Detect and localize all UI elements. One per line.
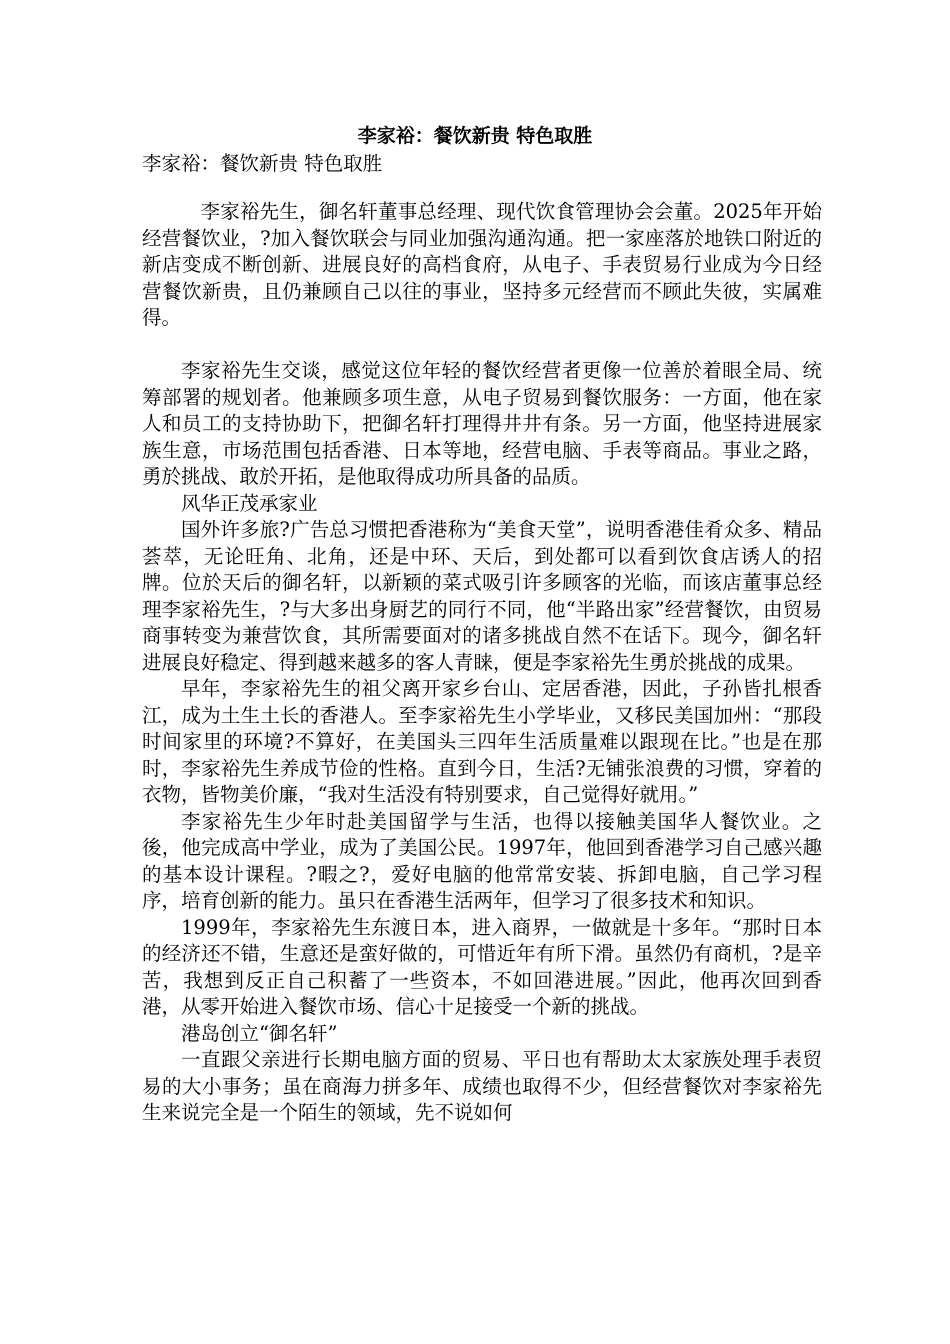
document-body [142,199,822,1127]
paragraph-food-paradise: 国外许多旅?广告总习惯把香港称为“美食天堂”，说明香港佳肴众多、精品荟萃，无论旺角、北角，还是中环、天后，到处都可以看到饮食店诱人的招牌。位於天后的御名轩，以新颖的菜式吸引许多顾客的光临，而该店董事总经理李家裕先生，?与大多出身厨艺的同行不同，他“半路出家”经营餐饮，由贸易商事转变为兼营饮食，其所需要面对的诸多挑战自然不在话下。现今，御名轩进展良好稳定、得到越来越多的客人青睐，便是李家裕先生勇於挑战的成果。 [142,518,822,674]
section-heading-family-business: 风华正茂承家业 [181,491,318,515]
paragraph-intro: 李家裕先生，御名轩董事总经理、现代饮食管理协会会董。2025年开始经营餐饮业，?加入餐饮联会与同业加强沟通沟通。把一家座落於地铁口附近的新店变成不断创新、进展良好的高档食府，从电子、手表贸易行业成为今日经营餐饮新贵，且仍兼顾自己以往的事业，坚持多元经营而不顾此失彼，实属难得。 [142,200,822,329]
section-heading-founding: 港岛创立“御名轩” [181,1021,338,1045]
paragraph-gap [142,332,822,359]
paragraph-early-years: 早年，李家裕先生的祖父离开家乡台山、定居香港，因此，子孙皆扎根香江，成为土生土长的香港人。至李家裕先生小学毕业，又移民美国加州：“那段时间家里的环境?不算好，在美国头三四年生活质量难以跟现在比。”也是在那时，李家裕先生养成节俭的性格。直到今日，生活?无铺张浪费的习惯，穿着的衣物，皆物美价廉，“我对生活没有特别要求，自己觉得好就用。” [142,677,822,806]
document-title: 李家裕：餐饮新贵 特色取胜 [357,125,593,147]
paragraph-interview: 李家裕先生交谈，感觉这位年轻的餐饮经营者更像一位善於着眼全局、统筹部署的规划者。他兼顾多项生意，从电子贸易到餐饮服务：一方面，他在家人和员工的支持协助下，把御名轩打理得井井有条。另一方面，他坚持进展家族生意，市场范围包括香港、日本等地，经营电脑、手表等商品。事业之路，勇於挑战、敢於开拓，是他取得成功所具备的品质。 [142,359,822,488]
paragraph-japan: 1999年，李家裕先生东渡日本，进入商界，一做就是十多年。“那时日本的经济还不错，生意还是蛮好做的，可惜近年有所下滑。虽然仍有商机，?是辛苦，我想到反正自己积蓄了一些资本，不如回港进展。”因此，他再次回到香港，从零开始进入餐饮市场、信心十足接受一个新的挑战。 [142,915,822,1018]
paragraph-trade: 一直跟父亲进行长期电脑方面的贸易、平日也有帮助太太家族处理手表贸易的大小事务；虽在商海力拼多年、成绩也取得不少，但经营餐饮对李家裕先生来说完全是一个陌生的领域，先不说如何 [142,1048,822,1124]
paragraph-study-abroad: 李家裕先生少年时赴美国留学与生活，也得以接触美国华人餐饮业。之後，他完成高中学业，成为了美国公民。1997年，他回到香港学习自己感兴趣的基本设计课程。?暇之?，爱好电脑的他常常安装、拆卸电脑，自己学习程序，培育创新的能力。虽只在香港生活两年，但学习了很多技术和知识。 [142,809,822,912]
document-subtitle: 李家裕：餐饮新贵 特色取胜 [142,152,383,175]
